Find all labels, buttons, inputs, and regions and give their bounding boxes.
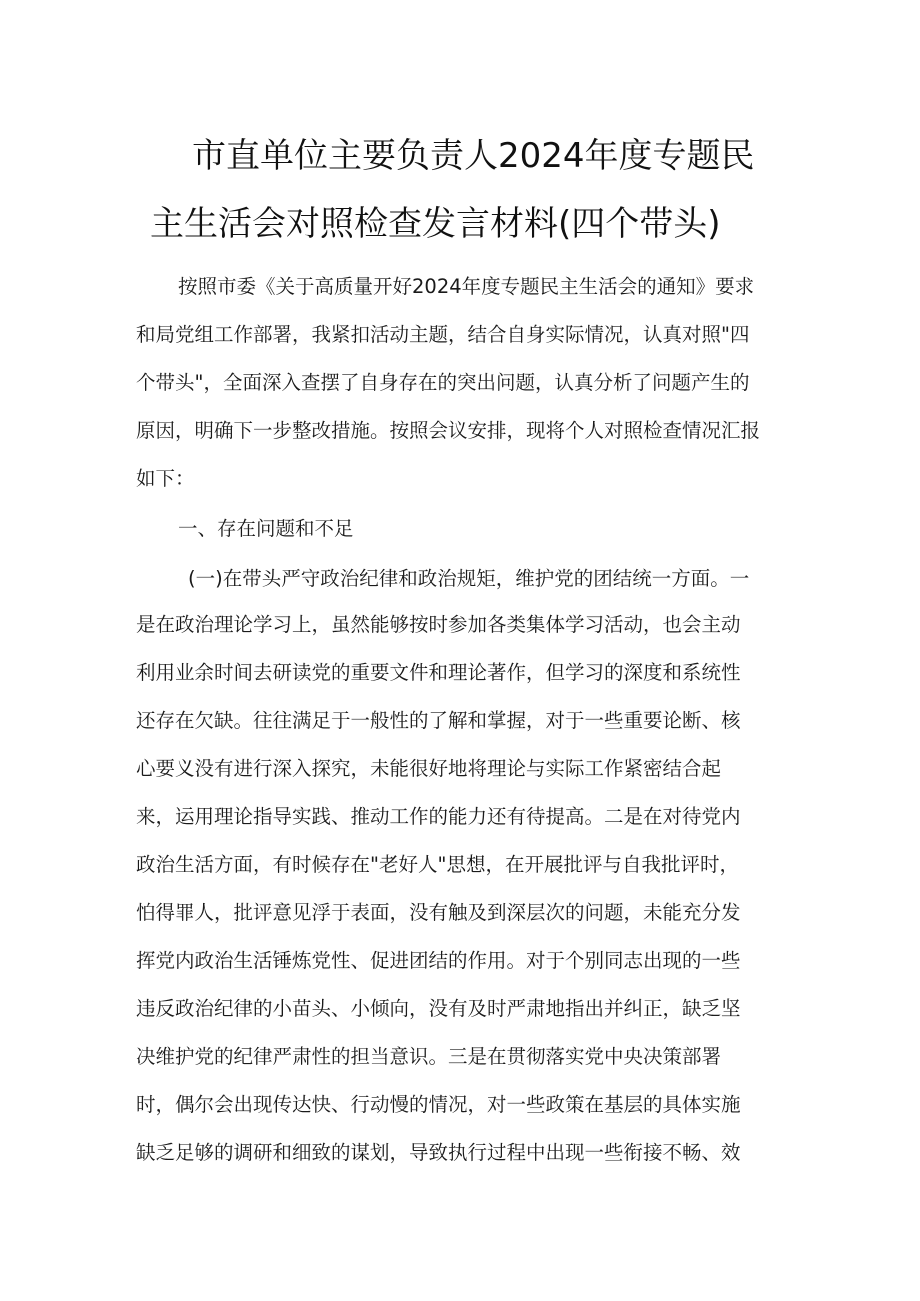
body-line-3: 个带头"，全面深入查摆了自身存在的突出问题，认真分析了问题产生的	[136, 371, 750, 394]
body-line-9: 利用业余时间去研读党的重要文件和理论著作，但学习的深度和系统性	[136, 661, 741, 684]
body-line-15: 挥党内政治生活锤炼党性、促进团结的作用。对于个别同志出现的一些	[136, 949, 741, 972]
document-title-line-2: 主生活会对照检查发言材料(四个带头)	[150, 204, 721, 244]
document-title-line-1: 市直单位主要负责人2024年度专题民	[192, 136, 755, 176]
section-heading-1: 一、存在问题和不足	[178, 517, 354, 540]
body-line-18: 时，偶尔会出现传达快、行动慢的情况，对一些政策在基层的具体实施	[136, 1093, 741, 1116]
body-line-17: 决维护党的纪律严肃性的担当意识。三是在贯彻落实党中央决策部署	[136, 1045, 722, 1068]
body-line-8: 是在政治理论学习上，虽然能够按时参加各类集体学习活动，也会主动	[136, 613, 741, 636]
body-line-16: 违反政治纪律的小苗头、小倾向，没有及时严肃地指出并纠正，缺乏坚	[136, 997, 741, 1020]
body-line-5: 如下：	[136, 467, 195, 490]
body-line-19: 缺乏足够的调研和细致的谋划，导致执行过程中出现一些衔接不畅、效	[136, 1141, 741, 1164]
body-line-13: 政治生活方面，有时候存在"老好人"思想，在开展批评与自我批评时，	[136, 853, 739, 876]
body-line-10: 还存在欠缺。往往满足于一般性的了解和掌握，对于一些重要论断、核	[136, 709, 741, 732]
body-line-12: 来，运用理论指导实践、推动工作的能力还有待提高。二是在对待党内	[136, 805, 741, 828]
body-line-2: 和局党组工作部署，我紧扣活动主题，结合自身实际情况，认真对照"四	[136, 323, 750, 346]
body-line-14: 怕得罪人，批评意见浮于表面，没有触及到深层次的问题，未能充分发	[136, 901, 741, 924]
body-line-11: 心要义没有进行深入探究，未能很好地将理论与实际工作紧密结合起	[136, 757, 722, 780]
body-line-7: (一)在带头严守政治纪律和政治规矩，维护党的团结统一方面。一	[188, 567, 750, 590]
body-line-4: 原因，明确下一步整改措施。按照会议安排，现将个人对照检查情况汇报	[136, 419, 761, 442]
body-line-1: 按照市委《关于高质量开好2024年度专题民主生活会的通知》要求	[178, 275, 755, 298]
